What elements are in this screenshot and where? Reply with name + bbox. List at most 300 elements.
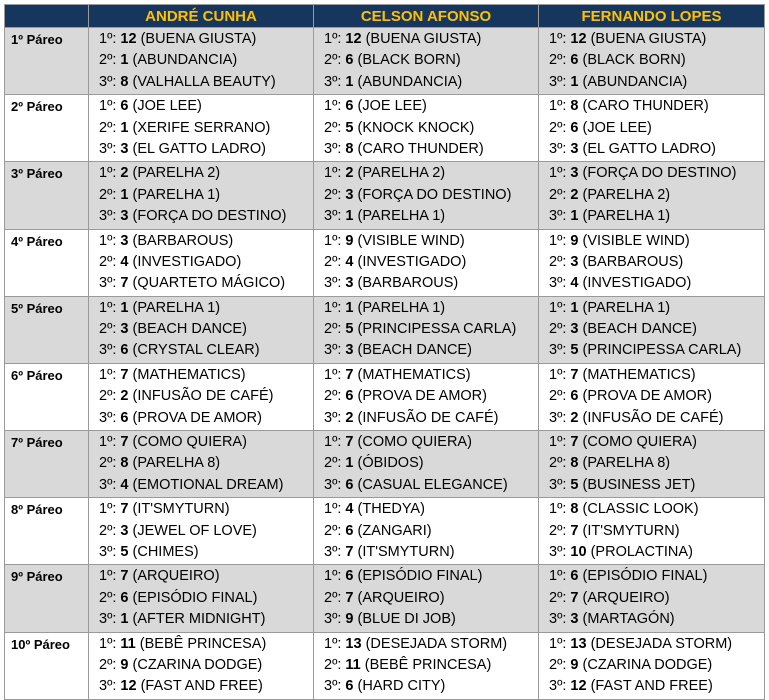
horse-number: 3 xyxy=(120,232,129,249)
pick-line xyxy=(324,29,538,50)
horse-name: (MATHEMATICS) xyxy=(582,366,696,383)
horse-name: (INVESTIGADO) xyxy=(357,253,467,270)
pick-cell xyxy=(89,431,314,498)
pick-position: 1º: xyxy=(549,232,567,249)
pick-position: 3º: xyxy=(99,409,117,426)
race-label: 5º Páreo xyxy=(5,296,89,363)
pick-line xyxy=(99,319,313,340)
pick-cell xyxy=(89,28,314,95)
horse-name: (PARELHA 1) xyxy=(132,186,221,203)
horse-name: (DESEJADA STORM) xyxy=(365,635,508,652)
horse-name: (KNOCK KNOCK) xyxy=(357,119,475,136)
pick-position: 2º: xyxy=(99,253,117,270)
horse-number: 2 xyxy=(345,165,354,182)
pick-position: 2º: xyxy=(549,321,567,338)
pick-cell xyxy=(89,162,314,229)
pick-line xyxy=(99,521,313,542)
horse-number: 7 xyxy=(120,568,129,585)
horse-number: 6 xyxy=(120,98,129,115)
pick-line xyxy=(99,298,313,319)
pick-line xyxy=(324,72,538,93)
horse-number: 11 xyxy=(120,635,136,652)
race-label: 2º Páreo xyxy=(5,95,89,162)
horse-number: 6 xyxy=(120,589,129,606)
horse-number: 1 xyxy=(120,119,129,136)
horse-name: (EPISÓDIO FINAL) xyxy=(132,589,258,606)
horse-name: (ABUNDANCIA) xyxy=(132,52,238,69)
horse-name: (PRINCIPESSA CARLA) xyxy=(582,342,742,359)
horse-name: (BEACH DANCE) xyxy=(357,342,472,359)
horse-name: (IT'SMYTURN) xyxy=(582,522,680,539)
horse-number: 3 xyxy=(120,208,129,225)
pick-line xyxy=(324,588,538,609)
race-row xyxy=(5,95,765,162)
pick-line xyxy=(549,298,764,319)
pick-line xyxy=(549,655,764,676)
horse-number: 6 xyxy=(120,342,129,359)
pick-position: 1º: xyxy=(324,299,342,316)
pick-cell xyxy=(314,363,539,430)
pick-position: 2º: xyxy=(99,321,117,338)
horse-name: (ARQUEIRO) xyxy=(582,589,670,606)
horse-number: 3 xyxy=(345,342,354,359)
pick-line xyxy=(99,185,313,206)
horse-name: (ARQUEIRO) xyxy=(132,568,220,585)
picks-table xyxy=(4,4,765,700)
horse-name: (BUENA GIUSTA) xyxy=(140,31,257,47)
horse-number: 4 xyxy=(345,253,354,270)
pick-line xyxy=(99,566,313,587)
pick-position: 1º: xyxy=(99,165,117,182)
pick-position: 2º: xyxy=(324,321,342,338)
horse-name: (JOE LEE) xyxy=(132,98,202,115)
horse-name: (BARBAROUS) xyxy=(132,232,234,249)
race-row xyxy=(5,363,765,430)
race-row xyxy=(5,498,765,565)
pick-line xyxy=(549,252,764,273)
horse-number: 6 xyxy=(345,98,354,115)
pick-cell xyxy=(314,431,539,498)
pick-position: 3º: xyxy=(324,611,342,628)
race-label: 3º Páreo xyxy=(5,162,89,229)
pick-position: 1º: xyxy=(324,366,342,383)
horse-name: (MATHEMATICS) xyxy=(357,366,471,383)
pick-position: 1º: xyxy=(324,501,342,518)
pick-line xyxy=(99,386,313,407)
pick-line xyxy=(99,588,313,609)
pick-position: 3º: xyxy=(99,73,117,90)
pick-position: 1º: xyxy=(99,501,117,518)
horse-number: 6 xyxy=(345,388,354,405)
pick-line xyxy=(549,453,764,474)
pick-line xyxy=(324,655,538,676)
pick-line xyxy=(549,206,764,227)
pick-cell xyxy=(89,95,314,162)
pick-position: 3º: xyxy=(324,140,342,157)
pick-position: 3º: xyxy=(324,342,342,359)
horse-number: 2 xyxy=(120,165,129,182)
horse-name: (MATHEMATICS) xyxy=(132,366,246,383)
race-row xyxy=(5,229,765,296)
pick-cell xyxy=(314,95,539,162)
pick-cell xyxy=(539,296,765,363)
pick-position: 2º: xyxy=(324,656,342,673)
pick-position: 3º: xyxy=(324,543,342,560)
header-celson-afonso: CELSON AFONSO xyxy=(314,5,539,28)
pick-line xyxy=(324,96,538,117)
pick-cell xyxy=(539,95,765,162)
horse-name: (COMO QUIERA) xyxy=(357,434,472,451)
pick-position: 1º: xyxy=(324,434,342,451)
horse-number: 10 xyxy=(570,543,587,560)
horse-number: 8 xyxy=(570,501,579,518)
pick-position: 2º: xyxy=(99,186,117,203)
pick-position: 3º: xyxy=(549,409,567,426)
pick-position: 3º: xyxy=(549,678,567,695)
horse-number: 4 xyxy=(570,275,579,292)
pick-position: 2º: xyxy=(99,455,117,472)
horse-number: 3 xyxy=(570,253,579,270)
horse-number: 4 xyxy=(345,501,354,518)
horse-name: (VISIBLE WIND) xyxy=(582,232,690,249)
pick-line xyxy=(549,365,764,386)
horse-number: 3 xyxy=(570,165,579,182)
horse-number: 12 xyxy=(570,31,587,47)
pick-position: 2º: xyxy=(99,589,117,606)
horse-name: (EL GATTO LADRO) xyxy=(132,140,267,157)
pick-position: 1º: xyxy=(549,299,567,316)
pick-line xyxy=(549,50,764,71)
horse-number: 5 xyxy=(570,342,579,359)
horse-name: (PARELHA 8) xyxy=(582,455,671,472)
pick-line xyxy=(99,542,313,563)
horse-number: 2 xyxy=(345,409,354,426)
pick-line xyxy=(549,408,764,429)
horse-name: (BLACK BORN) xyxy=(582,52,686,69)
pick-position: 1º: xyxy=(99,232,117,249)
pick-line xyxy=(549,340,764,361)
pick-line xyxy=(99,139,313,160)
horse-name: (INFUSÃO DE CAFÉ) xyxy=(132,388,274,405)
pick-position: 3º: xyxy=(99,208,117,225)
race-label: 10º Páreo xyxy=(5,632,89,699)
pick-position: 3º: xyxy=(324,275,342,292)
horse-number: 7 xyxy=(345,543,354,560)
pick-position: 3º: xyxy=(99,275,117,292)
race-row xyxy=(5,431,765,498)
pick-position: 1º: xyxy=(324,635,342,652)
horse-number: 5 xyxy=(345,119,354,136)
horse-name: (JOE LEE) xyxy=(357,98,427,115)
horse-name: (INVESTIGADO) xyxy=(132,253,242,270)
horse-number: 13 xyxy=(345,635,362,652)
horse-number: 11 xyxy=(345,656,361,673)
pick-line xyxy=(99,634,313,655)
horse-number: 7 xyxy=(345,434,354,451)
horse-name: (IT'SMYTURN) xyxy=(132,501,230,518)
horse-number: 1 xyxy=(120,186,129,203)
pick-position: 2º: xyxy=(99,52,117,69)
horse-name: (CZARINA DODGE) xyxy=(582,656,713,673)
horse-number: 2 xyxy=(570,186,579,203)
horse-name: (FAST AND FREE) xyxy=(590,678,713,695)
pick-position: 2º: xyxy=(549,589,567,606)
pick-cell xyxy=(89,498,314,565)
pick-position: 3º: xyxy=(549,275,567,292)
horse-number: 1 xyxy=(345,73,354,90)
pick-line xyxy=(549,185,764,206)
pick-position: 2º: xyxy=(99,656,117,673)
pick-line xyxy=(324,609,538,630)
horse-name: (PARELHA 2) xyxy=(132,165,221,182)
header-corner xyxy=(5,5,89,28)
horse-name: (JEWEL OF LOVE) xyxy=(132,522,257,539)
horse-name: (BARBAROUS) xyxy=(357,275,459,292)
pick-line xyxy=(99,72,313,93)
pick-line xyxy=(324,566,538,587)
pick-line xyxy=(99,163,313,184)
pick-position: 2º: xyxy=(549,455,567,472)
pick-cell xyxy=(314,565,539,632)
race-label: 1º Páreo xyxy=(5,28,89,95)
horse-name: (CASUAL ELEGANCE) xyxy=(357,476,508,493)
pick-cell xyxy=(314,229,539,296)
pick-line xyxy=(99,676,313,697)
horse-name: (FAST AND FREE) xyxy=(140,678,263,695)
pick-position: 3º: xyxy=(549,140,567,157)
pick-line xyxy=(549,386,764,407)
horse-name: (BUSINESS JET) xyxy=(582,476,696,493)
pick-position: 2º: xyxy=(324,589,342,606)
pick-line xyxy=(549,29,764,50)
pick-position: 1º: xyxy=(99,366,117,383)
horse-name: (CARO THUNDER) xyxy=(357,140,484,157)
horse-name: (PARELHA 8) xyxy=(132,455,221,472)
horse-name: (CLASSIC LOOK) xyxy=(582,501,699,518)
horse-name: (BLUE DI JOB) xyxy=(357,611,456,628)
horse-number: 4 xyxy=(120,253,129,270)
horse-name: (ABUNDANCIA) xyxy=(582,73,688,90)
horse-name: (FORÇA DO DESTINO) xyxy=(582,165,737,182)
pick-position: 2º: xyxy=(324,52,342,69)
pick-line xyxy=(549,432,764,453)
horse-number: 13 xyxy=(570,635,587,652)
pick-position: 3º: xyxy=(549,476,567,493)
horse-name: (DESEJADA STORM) xyxy=(590,635,733,652)
horse-name: (COMO QUIERA) xyxy=(582,434,697,451)
pick-position: 3º: xyxy=(99,678,117,695)
pick-line xyxy=(99,231,313,252)
horse-name: (COMO QUIERA) xyxy=(132,434,247,451)
horse-name: (EPISÓDIO FINAL) xyxy=(357,568,483,585)
pick-line xyxy=(324,634,538,655)
horse-number: 12 xyxy=(570,678,587,695)
pick-cell xyxy=(539,28,765,95)
pick-line xyxy=(99,273,313,294)
pick-position: 2º: xyxy=(549,388,567,405)
pick-line xyxy=(324,206,538,227)
pick-cell xyxy=(539,363,765,430)
horse-number: 8 xyxy=(570,455,579,472)
horse-number: 8 xyxy=(570,98,579,115)
horse-name: (FORÇA DO DESTINO) xyxy=(357,186,512,203)
horse-name: (IT'SMYTURN) xyxy=(357,543,455,560)
pick-position: 3º: xyxy=(99,140,117,157)
pick-line xyxy=(99,118,313,139)
horse-number: 1 xyxy=(570,73,579,90)
pick-line xyxy=(324,231,538,252)
horse-name: (CHIMES) xyxy=(132,543,199,560)
pick-position: 2º: xyxy=(99,388,117,405)
pick-position: 3º: xyxy=(324,476,342,493)
horse-number: 6 xyxy=(345,678,354,695)
horse-name: (BUENA GIUSTA) xyxy=(590,31,707,47)
pick-position: 2º: xyxy=(324,253,342,270)
pick-line xyxy=(549,499,764,520)
pick-line xyxy=(549,676,764,697)
horse-number: 5 xyxy=(120,543,129,560)
pick-line xyxy=(324,118,538,139)
pick-position: 3º: xyxy=(99,476,117,493)
pick-line xyxy=(549,521,764,542)
horse-name: (PARELHA 1) xyxy=(582,299,671,316)
horse-name: (PROVA DE AMOR) xyxy=(132,409,262,426)
pick-position: 1º: xyxy=(549,434,567,451)
pick-line xyxy=(549,609,764,630)
horse-number: 7 xyxy=(570,522,579,539)
horse-number: 3 xyxy=(120,140,129,157)
horse-number: 3 xyxy=(120,522,129,539)
horse-number: 9 xyxy=(120,656,129,673)
pick-position: 3º: xyxy=(549,73,567,90)
horse-number: 7 xyxy=(120,434,129,451)
race-row xyxy=(5,296,765,363)
pick-line xyxy=(99,365,313,386)
pick-cell xyxy=(89,296,314,363)
pick-cell xyxy=(89,229,314,296)
horse-name: (BEACH DANCE) xyxy=(132,321,247,338)
horse-number: 1 xyxy=(120,299,129,316)
pick-position: 1º: xyxy=(324,31,342,47)
pick-line xyxy=(99,29,313,50)
race-row xyxy=(5,632,765,699)
pick-line xyxy=(324,499,538,520)
pick-line xyxy=(549,72,764,93)
pick-line xyxy=(99,475,313,496)
horse-number: 3 xyxy=(345,275,354,292)
pick-position: 1º: xyxy=(549,366,567,383)
pick-line xyxy=(324,139,538,160)
pick-position: 1º: xyxy=(324,568,342,585)
pick-position: 2º: xyxy=(549,522,567,539)
pick-cell xyxy=(89,632,314,699)
race-row xyxy=(5,28,765,95)
pick-position: 3º: xyxy=(549,611,567,628)
horse-number: 7 xyxy=(120,366,129,383)
pick-position: 1º: xyxy=(99,299,117,316)
horse-name: (VISIBLE WIND) xyxy=(357,232,465,249)
pick-position: 1º: xyxy=(324,232,342,249)
pick-position: 1º: xyxy=(99,635,117,652)
pick-line xyxy=(99,50,313,71)
pick-position: 2º: xyxy=(99,522,117,539)
pick-position: 3º: xyxy=(549,342,567,359)
horse-name: (BEBÊ PRINCESA) xyxy=(364,656,492,673)
horse-name: (PARELHA 2) xyxy=(582,186,671,203)
pick-position: 2º: xyxy=(549,52,567,69)
pick-line xyxy=(324,408,538,429)
horse-number: 4 xyxy=(120,476,129,493)
horse-number: 6 xyxy=(570,568,579,585)
horse-name: (PROVA DE AMOR) xyxy=(582,388,712,405)
pick-line xyxy=(324,298,538,319)
horse-number: 5 xyxy=(345,321,354,338)
horse-name: (BEACH DANCE) xyxy=(582,321,697,338)
race-label: 9º Páreo xyxy=(5,565,89,632)
horse-name: (VALHALLA BEAUTY) xyxy=(132,73,276,90)
pick-line xyxy=(324,163,538,184)
pick-position: 1º: xyxy=(549,568,567,585)
pick-line xyxy=(324,185,538,206)
pick-line xyxy=(549,118,764,139)
pick-line xyxy=(99,655,313,676)
race-label: 8º Páreo xyxy=(5,498,89,565)
pick-line xyxy=(549,139,764,160)
horse-name: (CRYSTAL CLEAR) xyxy=(132,342,260,359)
horse-name: (MARTAGÓN) xyxy=(582,611,675,628)
horse-name: (ÓBIDOS) xyxy=(357,455,424,472)
pick-line xyxy=(324,50,538,71)
pick-position: 2º: xyxy=(324,522,342,539)
horse-name: (CZARINA DODGE) xyxy=(132,656,263,673)
pick-position: 1º: xyxy=(549,31,567,47)
pick-position: 1º: xyxy=(99,434,117,451)
horse-number: 6 xyxy=(570,119,579,136)
pick-position: 2º: xyxy=(549,253,567,270)
horse-number: 6 xyxy=(570,388,579,405)
horse-number: 7 xyxy=(345,589,354,606)
pick-position: 1º: xyxy=(549,635,567,652)
pick-position: 1º: xyxy=(99,31,117,47)
horse-name: (EPISÓDIO FINAL) xyxy=(582,568,708,585)
horse-number: 9 xyxy=(570,232,579,249)
horse-number: 6 xyxy=(570,52,579,69)
horse-name: (INFUSÃO DE CAFÉ) xyxy=(582,409,724,426)
horse-number: 1 xyxy=(345,455,354,472)
horse-name: (ZANGARI) xyxy=(357,522,432,539)
horse-name: (INVESTIGADO) xyxy=(582,275,692,292)
pick-position: 3º: xyxy=(324,678,342,695)
horse-name: (INFUSÃO DE CAFÉ) xyxy=(357,409,499,426)
horse-name: (PARELHA 1) xyxy=(132,299,221,316)
table-body xyxy=(5,28,765,700)
horse-number: 1 xyxy=(345,208,354,225)
horse-number: 1 xyxy=(120,52,129,69)
pick-position: 3º: xyxy=(324,409,342,426)
pick-position: 3º: xyxy=(324,73,342,90)
horse-name: (ARQUEIRO) xyxy=(357,589,445,606)
pick-line xyxy=(549,566,764,587)
header-fernando-lopes: FERNANDO LOPES xyxy=(539,5,765,28)
pick-cell xyxy=(89,363,314,430)
pick-cell xyxy=(89,565,314,632)
horse-name: (THEDYA) xyxy=(357,501,425,518)
horse-number: 2 xyxy=(570,409,579,426)
pick-line xyxy=(99,609,313,630)
pick-position: 1º: xyxy=(549,165,567,182)
race-label: 6º Páreo xyxy=(5,363,89,430)
horse-name: (EMOTIONAL DREAM) xyxy=(132,476,284,493)
